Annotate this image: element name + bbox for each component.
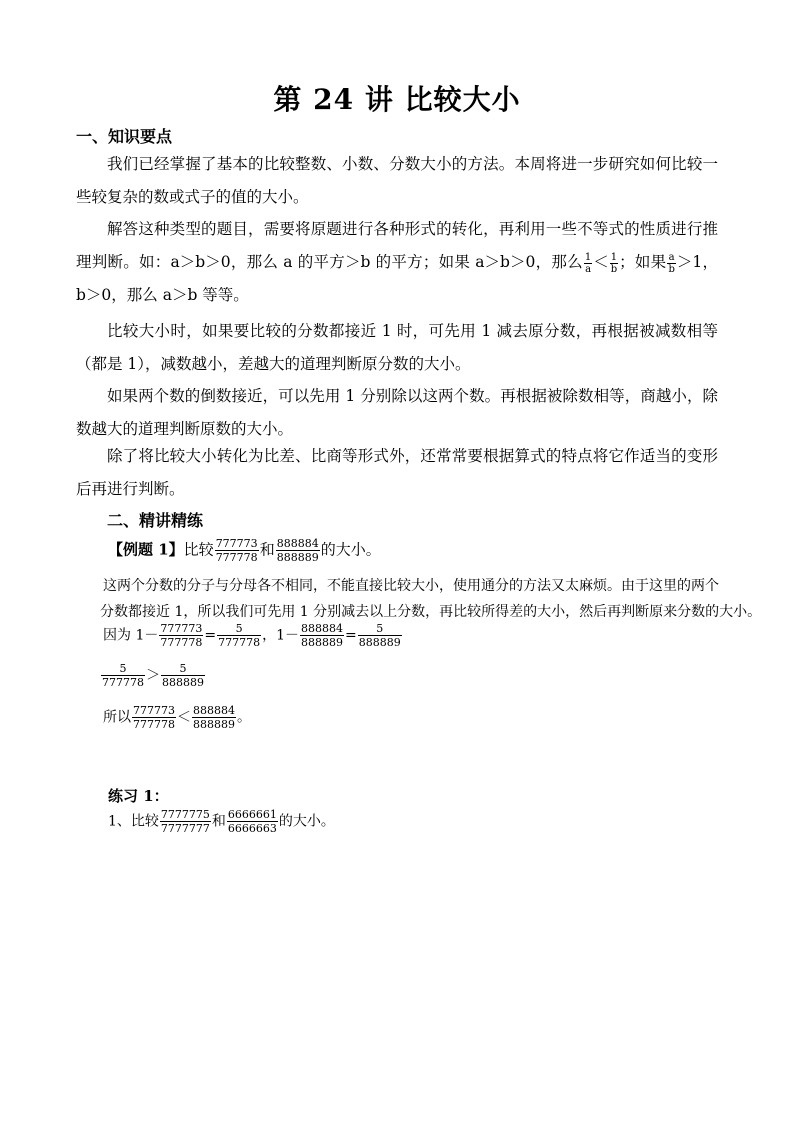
page-title: 第 24 讲 比较大小	[273, 83, 521, 116]
section-heading-practice: 二、精讲精练	[107, 511, 204, 530]
example-1-step-compare: $\frac{5}{777778}$ ＞ $\frac{5}{888889}$	[102, 662, 204, 689]
example-1-conclusion: 所以 $\frac{777773}{777778}$ ＜ $\frac{888884}{888889}$ 。	[103, 704, 251, 731]
fraction-888884-888889: $\frac{888884}{888889}$	[193, 704, 235, 731]
fraction-5-888889: $\frac{5}{888889}$	[162, 662, 204, 689]
example-1-label: 【例题 1】	[108, 540, 184, 559]
fraction-7777775-7777777: $\frac{7777775}{7777777}$	[160, 808, 210, 835]
fraction-1-over-a: $\frac{1}{a}$	[584, 251, 592, 275]
para2-text-1: 解答这种类型的题目，需要将原题进行各种形式的转化，再利用一些不等式的性质进行推理判断。如：a＞b＞0，那么 a 的平方＞b 的平方；如果 a＞b＞0，那么	[76, 220, 718, 271]
fraction-1-over-b: $\frac{1}{b}$	[610, 251, 618, 275]
para2-text-2: ；如果	[619, 253, 667, 271]
paragraph-3: 比较大小时，如果要比较的分数都接近 1 时，可先用 1 减去原分数，再根据被减数相等（都是 1），减数越小，差越大的道理判断原分数的大小。	[76, 322, 718, 373]
para2-text-3: ＞1，b＞0，那么 a＞b 等等。	[76, 253, 718, 304]
paragraph-1: 我们已经掌握了基本的比较整数、小数、分数大小的方法。本周将进一步研究如何比较一些较复杂的数或式子的值的大小。	[76, 155, 718, 206]
less-than-sign: ＜	[593, 253, 609, 271]
example-1-statement: 【例题 1】比较 $\frac{777773}{777778}$ 和 $\frac{888884}{888889}$ 的大小。	[108, 537, 381, 564]
fraction-888884-888889: $\frac{888884}{888889}$	[276, 537, 319, 564]
fraction-5-777778: $\frac{5}{777778}$	[102, 662, 144, 689]
fraction-777773-777778: $\frac{777773}{777778}$	[215, 537, 258, 564]
practice-1-label: 练习 1：	[108, 787, 169, 805]
section-heading-knowledge: 一、知识要点	[76, 127, 173, 146]
fraction-888884-888889: $\frac{888884}{888889}$	[301, 622, 344, 649]
fraction-a-over-b: $\frac{a}{b}$	[668, 251, 675, 275]
fraction-5-777778: $\frac{5}{777778}$	[218, 622, 261, 649]
practice-1-question: 1、比较 $\frac{7777775}{7777777}$ 和 $\frac{6666661}{6666663}$ 的大小。	[108, 808, 335, 835]
example-1-explanation: 这两个分数的分子与分母各不相同，不能直接比较大小，使用通分的方法又太麻烦。由于这里的两个 分数都接近 1，所以我们可先用 1 分别减去以上分数，再比较所得差的大小，然后再判断原来分数的大小。	[100, 578, 762, 620]
paragraph-4: 如果两个数的倒数接近，可以先用 1 分别除以这两个数。再根据被除数相等，商越小，除数越大的道理判断原数的大小。	[76, 387, 718, 438]
paragraph-2	[76, 213, 718, 312]
example-1-step-because: 因为 1－ $\frac{777773}{777778}$ = $\frac{5}{777778}$ ，1－ $\frac{888884}{888889}$ = $\frac{5}{888889}$	[103, 622, 401, 649]
fraction-777773-777778: $\frac{777773}{777778}$	[133, 704, 175, 731]
fraction-777773-777778: $\frac{777773}{777778}$	[160, 622, 203, 649]
paragraph-5: 除了将比较大小转化为比差、比商等形式外，还常常要根据算式的特点将它作适当的变形后再进行判断。	[76, 447, 718, 498]
fraction-5-888889: $\frac{5}{888889}$	[358, 622, 401, 649]
fraction-6666661-6666663: $\frac{6666661}{6666663}$	[227, 808, 277, 835]
